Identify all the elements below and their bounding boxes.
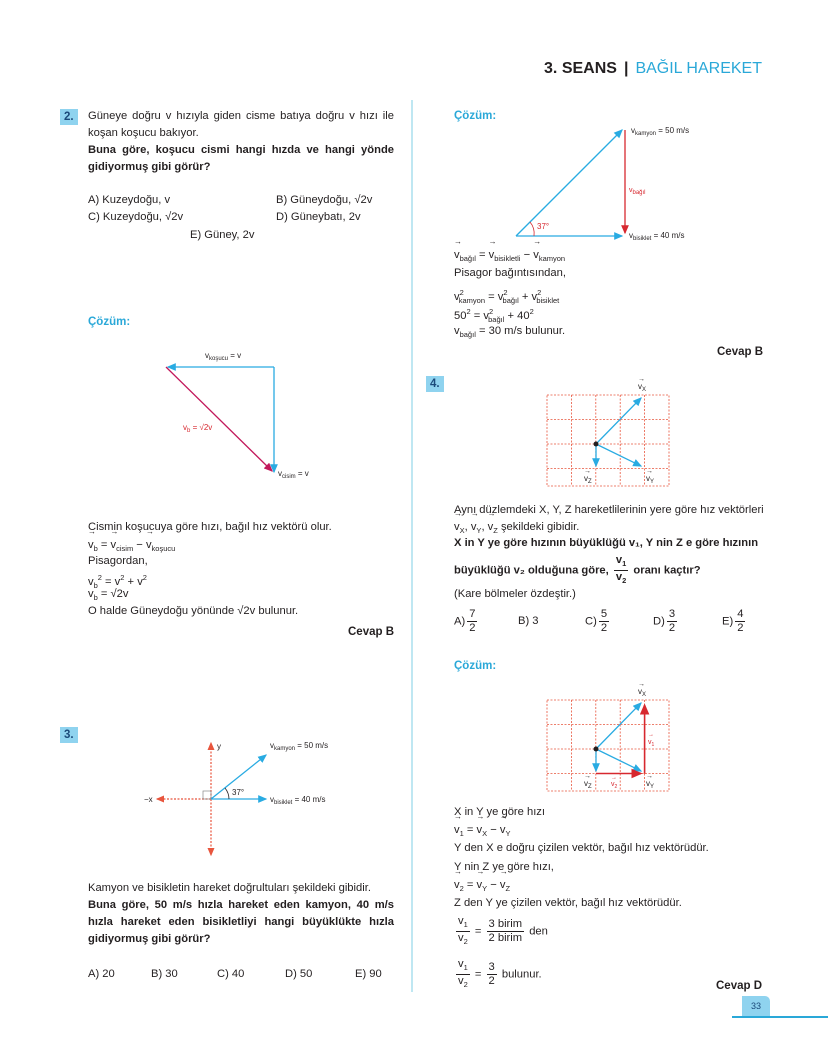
q4-note: (Kare bölmeler özdeştir.) xyxy=(454,588,576,600)
q4-vector-grid-diagram xyxy=(540,375,675,490)
page-number: 33 xyxy=(742,996,770,1016)
svg-text:v2: $v_2$ xyxy=(611,781,618,790)
q4-solution-line-3: Y nin Z ye göre hızı, xyxy=(454,861,554,873)
q3-option-e: E) 90 xyxy=(355,968,382,980)
topic-title: BAĞIL HAREKET xyxy=(635,60,762,77)
svg-text:vb = √2v: $v_b = √2v$ xyxy=(183,423,213,434)
svg-text:→: → xyxy=(648,732,654,738)
q4-text-line-1: Aynı düzlemdeki X, Y, Z hareketlilerinin yere göre hız vektörleri xyxy=(454,504,764,516)
svg-text:→: → xyxy=(638,376,645,383)
svg-text:vbisiklet = 40 m/s: $v_{bisiklet} = 40$ m/s xyxy=(629,231,685,242)
svg-text:vbağıl: vbağıl xyxy=(629,187,646,196)
q2-solution-line-2: Pisagordan, xyxy=(88,555,148,567)
svg-text:vZ: $v_Z$ xyxy=(584,779,592,790)
q3-option-d: D) 50 xyxy=(285,968,313,980)
svg-text:→: → xyxy=(584,468,591,475)
q2-solution-formula-result: $v_b = √2v$ xyxy=(88,588,129,602)
q2-solution-label: Çözüm: xyxy=(88,316,131,328)
svg-text:→: → xyxy=(646,773,653,780)
q2-solution-formula-pythagoras: $v_b^2 = v^2 + v^2$ xyxy=(88,573,147,590)
q2-option-c: C) Kuzeydoğu, √2v xyxy=(88,211,184,223)
q3-solution-label: Çözüm: xyxy=(454,110,497,122)
q4-solution-ratio-units: $\frac{v_1}{v_2}$ = $\frac{\text{3 birim}}{\text{2 birim}}$ den xyxy=(458,915,548,946)
q4-question-line-1: X in Y ye göre hızının büyüklüğü v₁, Y nin Z e göre hızının xyxy=(454,537,759,549)
svg-text:→: → xyxy=(584,773,591,780)
svg-text:v1: $v_1$ xyxy=(648,739,655,748)
svg-text:vY: $v_Y$ xyxy=(646,474,655,485)
svg-text:vZ: $v_Z$ xyxy=(584,474,592,485)
header-separator: | xyxy=(623,60,629,77)
svg-text:vbisiklet = 40 m/s: $v_{bisiklet} = 40$ m/s xyxy=(270,795,326,806)
svg-text:vcisim = v: $v_{cisim} = v$ xyxy=(278,469,309,480)
q2-question: Buna göre, koşucu cismi hangi hızda ve hangi yönde gidiyormuş gibi görür? xyxy=(88,144,394,173)
svg-text:37°: 37° xyxy=(232,788,245,797)
q3-text: Kamyon ve bisikletin hareket doğrultuları şekildeki gibidir. xyxy=(88,882,371,894)
q3-solution-formula-vector: → $v_{bağıl}$ = → $v_{bisikletli}$ − → $v_{kamyon}$ xyxy=(454,247,565,267)
q2-option-a: A) Kuzeydoğu, v xyxy=(88,194,171,206)
question-number-4: 4. xyxy=(426,376,444,392)
q4-solution-grid-diagram xyxy=(540,680,675,795)
page-header xyxy=(544,60,762,78)
q3-solution-line-1: Pisagor bağıntısından, xyxy=(454,267,566,279)
svg-text:y: y xyxy=(217,742,221,751)
q4-option-b: B) 3 xyxy=(518,615,539,627)
q4-option-d: D) $\frac{3}{2}$ xyxy=(653,608,676,634)
q2-option-d: D) Güneybatı, 2v xyxy=(276,211,361,223)
q4-option-e: E) $\frac{4}{2}$ xyxy=(722,608,744,634)
q4-option-a: A) $\frac{7}{2}$ xyxy=(454,608,476,634)
svg-text:37°: 37° xyxy=(537,222,550,231)
session-label: 3. SEANS xyxy=(544,60,617,77)
svg-text:vkamyon = 50 m/s: $v_{kamyon} = 50$ m/s xyxy=(631,126,690,137)
q4-answer: Cevap D xyxy=(716,980,763,992)
q3-solution-formula-pythagoras: $v^2_{kamyon} = v^2_{bağıl} + v^2_{bisiklet}$ xyxy=(454,288,560,305)
q2-solution-formula-vector: → $v_b$ = → $v_{cisim}$ − → $v_{koşucu}$ xyxy=(88,537,175,557)
q4-question-line-2: büyüklüğü v₂ olduğuna göre, $\frac{v_1}{v_2}$ oranı kaçtır? xyxy=(454,554,701,585)
q2-solution-line-3: O halde Güneydoğu yönünde √2v bulunur. xyxy=(88,605,299,617)
q4-option-c: C) $\frac{5}{2}$ xyxy=(585,608,608,634)
q2-option-e: E) Güney, 2v xyxy=(190,229,255,241)
q4-text-line-2: → $v_X$, → $v_Y$, → $v_Z$ şekildeki gibidir. xyxy=(454,519,579,539)
q2-vector-diagram xyxy=(150,345,340,485)
svg-text:→: → xyxy=(611,775,617,781)
q3-question: Buna göre, 50 m/s hızla hareket eden kamyon, 40 m/s hızla hareket eden bisikletliyi hangi büyüklükte hızla gidiyormuş gibi görür? xyxy=(88,899,394,945)
svg-text:−x: −x xyxy=(144,795,153,804)
svg-text:vX: $v_X$ xyxy=(638,687,647,698)
q3-solution-formula-numbers: $50^2 = v^2_{bağıl} + 40^2$ xyxy=(454,307,534,324)
column-divider xyxy=(411,100,413,992)
q2-solution-line-1: Cismin koşucuya göre hızı, bağıl hız vektörü olur. xyxy=(88,521,332,533)
question-number-2: 2. xyxy=(60,109,78,125)
q3-option-c: C) 40 xyxy=(217,968,245,980)
q4-solution-ratio-result: $\frac{v_1}{v_2}$ = $\frac{3}{2}$ bulunur. xyxy=(458,958,542,989)
q3-answer: Cevap B xyxy=(717,346,764,358)
svg-text:→: → xyxy=(638,681,645,688)
q3-option-a: A) 20 xyxy=(88,968,115,980)
svg-text:vY: $v_Y$ xyxy=(646,779,655,790)
q2-text: Güneye doğru v hızıyla giden cisme batıya doğru v hızı ile koşan koşucu bakıyor. xyxy=(88,110,394,139)
svg-text:vkoşucu = v: $v_{koşucu} = v$ xyxy=(205,351,242,362)
page-footer-line xyxy=(732,1016,828,1018)
q4-solution-formula-v1: → $v_1$ = → $v_X$ − → $v_Y$ xyxy=(454,822,510,842)
svg-text:vX: $v_X$ xyxy=(638,382,647,393)
question-number-3: 3. xyxy=(60,727,78,743)
q3-solution-diagram xyxy=(505,120,725,245)
q4-solution-line-2: Y den X e doğru çizilen vektör, bağıl hız vektörüdür. xyxy=(454,842,709,854)
q4-solution-formula-v2: → $v_2$ = → $v_Y$ − → $v_Z$ xyxy=(454,877,510,897)
q4-solution-label: Çözüm: xyxy=(454,660,497,672)
q2-answer: Cevap B xyxy=(348,626,395,638)
q3-solution-result: $v_{bağıl} = 30$ m/s bulunur. xyxy=(454,325,566,339)
q3-vector-diagram xyxy=(135,735,375,860)
q4-solution-line-1: X in Y ye göre hızı xyxy=(454,806,546,818)
svg-text:vkamyon = 50 m/s: $v_{kamyon} = 50$ m/s xyxy=(270,741,329,752)
svg-text:→: → xyxy=(646,468,653,475)
q4-solution-line-4: Z den Y ye çizilen vektör, bağıl hız vektörüdür. xyxy=(454,897,682,909)
q3-option-b: B) 30 xyxy=(151,968,178,980)
q2-option-b: B) Güneydoğu, √2v xyxy=(276,194,373,206)
